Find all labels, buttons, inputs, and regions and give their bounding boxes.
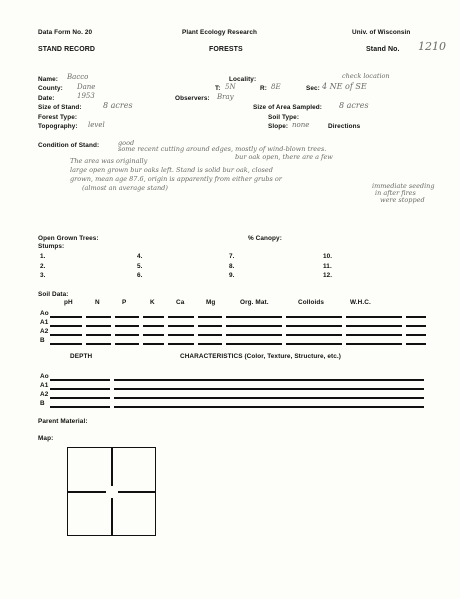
condition-label: Condition of Stand: — [38, 142, 100, 149]
area-sampled-label: Size of Area Sampled: — [253, 104, 322, 111]
soil-entry-line — [168, 316, 194, 318]
township-label: T: — [215, 85, 221, 92]
stump-number: 12. — [323, 272, 333, 279]
soil-col-header: K — [150, 299, 155, 306]
stump-number: 10. — [323, 253, 333, 260]
stand-no-value: 1210 — [418, 40, 446, 53]
soil-entry-line — [406, 316, 426, 318]
soil-entry-line — [226, 343, 282, 345]
soil-entry-line — [86, 325, 111, 327]
soil-col-header: N — [95, 299, 100, 306]
condition-note: (almost an average stand) — [82, 184, 168, 192]
county-value: Dane — [77, 83, 96, 91]
topography-value: level — [88, 121, 105, 129]
stump-number: 9. — [229, 272, 235, 279]
stump-number: 3. — [40, 272, 46, 279]
soil-entry-line — [226, 316, 282, 318]
section-label: Sec: — [306, 85, 320, 92]
section-value: 4 NE of SE — [322, 82, 367, 91]
profile-entry-line — [114, 397, 424, 399]
depth-header: DEPTH — [70, 353, 93, 360]
soil-entry-line — [143, 334, 164, 336]
soil-col-header: W.H.C. — [350, 299, 371, 306]
university: Univ. of Wisconsin — [352, 29, 411, 36]
soil-entry-line — [168, 334, 194, 336]
stumps-label: Stumps: — [38, 243, 65, 250]
condition-note: some recent cutting around edges, mostly of wind-blown trees. — [118, 145, 327, 153]
soil-col-header: Ca — [176, 299, 185, 306]
condition-note: grown, mean age 87.6, origin is apparently from either grubs or — [70, 175, 282, 183]
soil-entry-line — [286, 325, 342, 327]
organization: Plant Ecology Research — [182, 29, 258, 36]
soil-entry-line — [86, 316, 111, 318]
soil-entry-line — [406, 334, 426, 336]
soil-entry-line — [198, 316, 222, 318]
stump-number: 6. — [137, 272, 143, 279]
soil-entry-line — [143, 325, 164, 327]
name-label: Name: — [38, 76, 59, 83]
soil-col-header: Mg — [206, 299, 216, 306]
slope-value: none — [292, 121, 310, 129]
form-number: Data Form No. 20 — [38, 29, 93, 36]
soil-col-header: Colloids — [298, 299, 325, 306]
range-label: R: — [260, 85, 267, 92]
county-label: County: — [38, 85, 63, 92]
soil-entry-line — [226, 334, 282, 336]
soil-entry-line — [50, 334, 82, 336]
date-value: 1953 — [77, 92, 95, 100]
soil-entry-line — [50, 316, 82, 318]
profile-entry-line — [50, 379, 110, 381]
soil-entry-line — [115, 325, 139, 327]
soil-entry-line — [143, 316, 164, 318]
soil-entry-line — [115, 316, 139, 318]
date-label: Date: — [38, 95, 55, 102]
form-category: FORESTS — [209, 46, 243, 53]
soil-entry-line — [346, 325, 402, 327]
condition-note: immediate seeding — [372, 182, 435, 190]
soil-entry-line — [198, 325, 222, 327]
soil-entry-line — [115, 334, 139, 336]
condition-note: in after fires — [375, 189, 416, 197]
profile-entry-line — [114, 379, 424, 381]
area-sampled-value: 8 acres — [339, 101, 369, 110]
condition-note: were stopped — [380, 196, 425, 204]
soil-type-label: Soil Type: — [268, 114, 300, 121]
forest-type-label: Forest Type: — [38, 114, 78, 121]
soil-entry-line — [50, 325, 82, 327]
map-label: Map: — [38, 435, 54, 442]
soil-row-label: Ao — [40, 310, 49, 317]
topography-label: Topography: — [38, 123, 78, 130]
stump-number: 11. — [323, 263, 332, 270]
condition-note: good — [118, 139, 135, 147]
observers-label: Observers: — [175, 95, 210, 102]
soil-entry-line — [286, 343, 342, 345]
soil-entry-line — [198, 343, 222, 345]
profile-entry-line — [50, 406, 110, 408]
profile-row-label: Ao — [40, 373, 49, 380]
check-location-note: check location — [342, 72, 390, 80]
directions-label: Directions — [328, 123, 361, 130]
parent-material-label: Parent Material: — [38, 418, 88, 425]
map-grid — [67, 447, 156, 536]
soil-entry-line — [406, 325, 426, 327]
soil-col-header: pH — [64, 299, 73, 306]
soil-col-header: Org. Mat. — [240, 299, 269, 306]
soil-entry-line — [286, 316, 342, 318]
characteristics-header: CHARACTERISTICS (Color, Texture, Structure, etc.) — [180, 353, 342, 360]
soil-entry-line — [168, 343, 194, 345]
profile-entry-line — [114, 406, 424, 408]
soil-row-label: A2 — [40, 328, 49, 335]
record-type: STAND RECORD — [38, 46, 96, 53]
canopy-label: % Canopy: — [248, 235, 282, 242]
stump-number: 5. — [137, 263, 143, 270]
stand-no-label: Stand No. — [366, 46, 400, 53]
soil-row-label: B — [40, 337, 45, 344]
profile-entry-line — [114, 388, 424, 390]
condition-note: large open grown bur oaks left. Stand is solid bur oak, closed — [70, 166, 273, 174]
name-value: Bacco — [67, 73, 89, 81]
soil-entry-line — [346, 343, 402, 345]
size-value: 8 acres — [103, 101, 133, 110]
condition-note: The area was originally — [70, 157, 148, 165]
profile-row-label: A1 — [40, 382, 49, 389]
soil-entry-line — [346, 334, 402, 336]
observers-value: Bray — [217, 93, 234, 101]
slope-label: Slope: — [268, 123, 289, 130]
profile-entry-line — [50, 397, 110, 399]
open-grown-label: Open Grown Trees: — [38, 235, 99, 242]
township-value: 5N — [225, 83, 236, 91]
soil-row-label: A1 — [40, 319, 49, 326]
stump-number: 1. — [40, 253, 46, 260]
soil-entry-line — [286, 334, 342, 336]
profile-row-label: A2 — [40, 391, 49, 398]
profile-row-label: B — [40, 400, 45, 407]
stump-number: 8. — [229, 263, 235, 270]
soil-entry-line — [226, 325, 282, 327]
size-label: Size of Stand: — [38, 104, 82, 111]
stump-number: 2. — [40, 263, 46, 270]
soil-entry-line — [86, 343, 111, 345]
soil-entry-line — [143, 343, 164, 345]
soil-entry-line — [115, 343, 139, 345]
locality-label: Locality: — [229, 76, 257, 83]
soil-entry-line — [346, 316, 402, 318]
stump-number: 4. — [137, 253, 143, 260]
stump-number: 7. — [229, 253, 235, 260]
soil-col-header: P — [122, 299, 127, 306]
soil-entry-line — [198, 334, 222, 336]
soil-data-label: Soil Data: — [38, 291, 69, 298]
soil-entry-line — [86, 334, 111, 336]
soil-entry-line — [50, 343, 82, 345]
range-value: 8E — [271, 83, 281, 91]
condition-note: bur oak open, there are a few — [235, 153, 333, 161]
profile-entry-line — [50, 388, 110, 390]
soil-entry-line — [406, 343, 426, 345]
soil-entry-line — [168, 325, 194, 327]
